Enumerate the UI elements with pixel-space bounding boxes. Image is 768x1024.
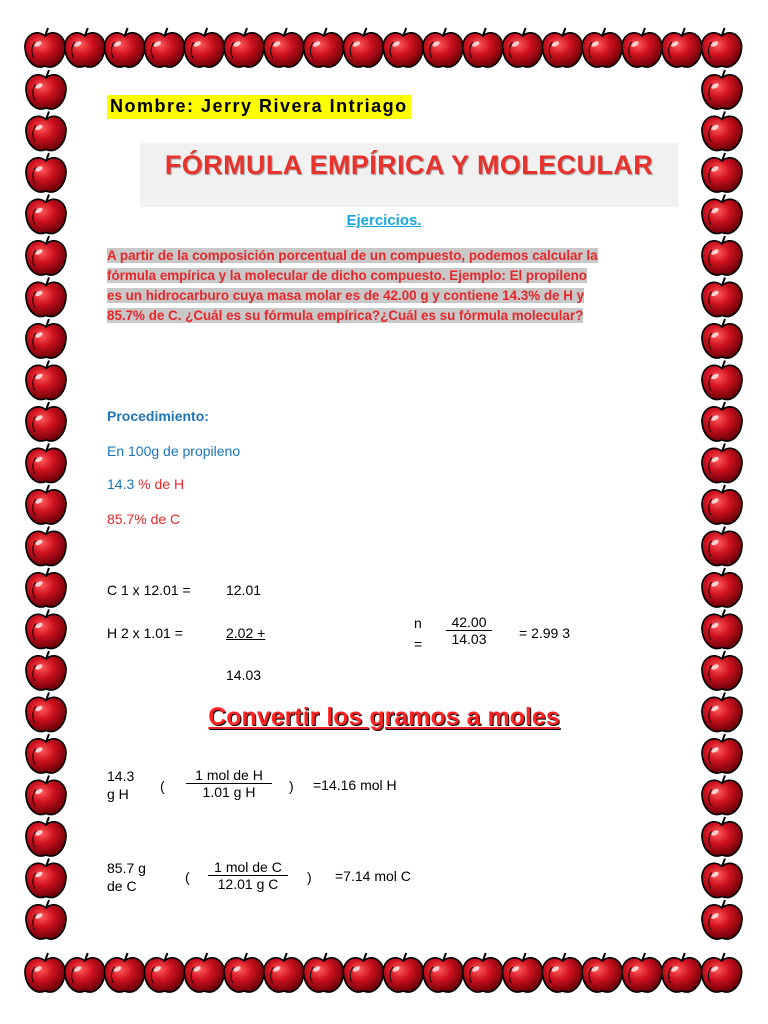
procedure-h-line <box>107 476 184 492</box>
apple-icon <box>702 817 742 856</box>
apple-icon <box>26 112 66 151</box>
apple-icon <box>702 900 742 939</box>
apple-icon <box>702 402 742 441</box>
apple-icon <box>304 28 344 67</box>
apple-icon <box>463 953 503 992</box>
apple-icon <box>26 485 66 524</box>
h-amount-bottom: g H <box>107 786 129 802</box>
student-name: Nombre: Jerry Rivera Intriago <box>107 95 411 119</box>
c-conv-numerator: 1 mol de C <box>208 859 288 876</box>
n-label: n <box>414 615 422 631</box>
intro-line-2: fórmula empírica y la molecular de dicho compuesto. Ejemplo: El propileno <box>107 268 587 283</box>
c-conversion-fraction <box>208 859 288 892</box>
c-mass-expr: C 1 x 12.01 = <box>107 582 191 598</box>
h-conv-denominator: 1.01 g H <box>202 784 256 800</box>
apple-icon <box>184 953 224 992</box>
apple-icon <box>26 651 66 690</box>
apple-icon <box>26 236 66 275</box>
apple-icon <box>542 28 582 67</box>
apple-icon <box>26 402 66 441</box>
apple-icon <box>702 485 742 524</box>
intro-line-1: A partir de la composición porcentual de un compuesto, podemos calcular la <box>107 248 598 263</box>
h-paren-open: ( <box>160 778 165 794</box>
apple-icon <box>622 953 662 992</box>
apple-icon <box>702 112 742 151</box>
apple-icon <box>702 527 742 566</box>
h-amount <box>107 767 134 803</box>
apple-icon <box>383 953 423 992</box>
apple-icon <box>503 28 543 67</box>
intro-paragraph <box>107 246 655 326</box>
apple-icon <box>343 953 383 992</box>
apple-icon <box>26 568 66 607</box>
n-fraction <box>446 614 492 647</box>
c-paren-close: ) <box>307 869 312 885</box>
apple-icon <box>702 236 742 275</box>
apple-icon <box>26 70 66 109</box>
apple-icon <box>463 28 503 67</box>
apple-icon <box>304 953 344 992</box>
apple-icon <box>702 568 742 607</box>
apple-icon <box>26 153 66 192</box>
apple-icon <box>26 278 66 317</box>
n-equals: = <box>414 636 423 652</box>
apple-icon <box>702 361 742 400</box>
h-paren-close: ) <box>289 778 294 794</box>
c-moles-result: =7.14 mol C <box>335 868 411 884</box>
h-conversion-fraction <box>186 767 272 800</box>
h-percent-value: 14.3 <box>107 476 135 492</box>
apple-icon <box>26 900 66 939</box>
apple-icon <box>702 953 742 992</box>
section-heading-convert <box>0 703 768 732</box>
h-amount-top: 14.3 <box>107 768 135 784</box>
apple-icon <box>25 28 65 67</box>
n-denominator: 14.03 <box>451 631 487 647</box>
n-result: = 2.99 3 <box>519 625 570 641</box>
h-conv-numerator: 1 mol de H <box>186 767 272 784</box>
exercises-heading: Ejercicios. <box>346 212 422 229</box>
h-percent-unit: % de H <box>134 476 185 492</box>
h-mass-value: 2.02 + <box>226 625 266 641</box>
apple-icon <box>26 734 66 773</box>
intro-line-4: 85.7% de C. ¿Cuál es su fórmula empírica?¿Cuál es su fórmula molecular? <box>107 308 584 323</box>
apple-icon <box>542 953 582 992</box>
apple-icon <box>26 817 66 856</box>
apple-icon <box>26 361 66 400</box>
page-title: FÓRMULA EMPÍRICA Y MOLECULAR <box>164 150 654 180</box>
apple-icon <box>264 953 304 992</box>
apple-icon <box>702 734 742 773</box>
apple-icon <box>662 28 702 67</box>
c-amount-top: 85.7 g <box>107 860 146 876</box>
apple-icon <box>702 610 742 649</box>
apple-icon <box>702 153 742 192</box>
apple-icon <box>26 776 66 815</box>
apple-icon <box>224 953 264 992</box>
intro-line-3: es un hidrocarburo cuya masa molar es de 42.00 g y contiene 14.3% de H y <box>107 288 585 303</box>
apple-icon <box>26 319 66 358</box>
apple-icon <box>105 28 145 67</box>
apple-icon <box>702 70 742 109</box>
apple-icon <box>105 953 145 992</box>
molar-mass-total: 14.03 <box>226 667 262 683</box>
procedure-c-line: 85.7% de C <box>107 511 181 527</box>
c-amount <box>107 859 146 895</box>
apple-icon <box>184 28 224 67</box>
apple-icon <box>65 28 105 67</box>
h-moles-result: =14.16 mol H <box>313 777 397 793</box>
apple-icon <box>702 651 742 690</box>
apple-icon <box>702 28 742 67</box>
apple-icon <box>702 859 742 898</box>
apple-icon <box>702 444 742 483</box>
apple-icon <box>26 444 66 483</box>
procedure-base: En 100g de propileno <box>107 443 241 459</box>
procedure-title: Procedimiento: <box>107 408 209 424</box>
apple-icon <box>224 28 264 67</box>
apple-icon <box>423 953 463 992</box>
c-conv-denominator: 12.01 g C <box>217 876 279 892</box>
h-mass-expr: H 2 x 1.01 = <box>107 625 183 641</box>
section-heading-text: Convertir los gramos a moles <box>208 703 560 731</box>
apple-icon <box>25 953 65 992</box>
apple-icon <box>144 953 184 992</box>
apple-icon <box>423 28 463 67</box>
c-paren-open: ( <box>185 869 190 885</box>
apple-icon <box>582 28 622 67</box>
apple-icon <box>144 28 184 67</box>
apple-icon <box>702 776 742 815</box>
apple-icon <box>26 859 66 898</box>
apple-icon <box>702 319 742 358</box>
apple-icon <box>264 28 304 67</box>
c-mass-value: 12.01 <box>226 582 262 598</box>
apple-icon <box>26 527 66 566</box>
apple-icon <box>65 953 105 992</box>
apple-icon <box>383 28 423 67</box>
n-numerator: 42.00 <box>446 614 492 631</box>
apple-icon <box>343 28 383 67</box>
c-amount-bottom: de C <box>107 878 137 894</box>
apple-icon <box>662 953 702 992</box>
apple-icon <box>503 953 543 992</box>
apple-icon <box>582 953 622 992</box>
apple-icon <box>702 278 742 317</box>
apple-icon <box>26 610 66 649</box>
apple-icon <box>622 28 662 67</box>
